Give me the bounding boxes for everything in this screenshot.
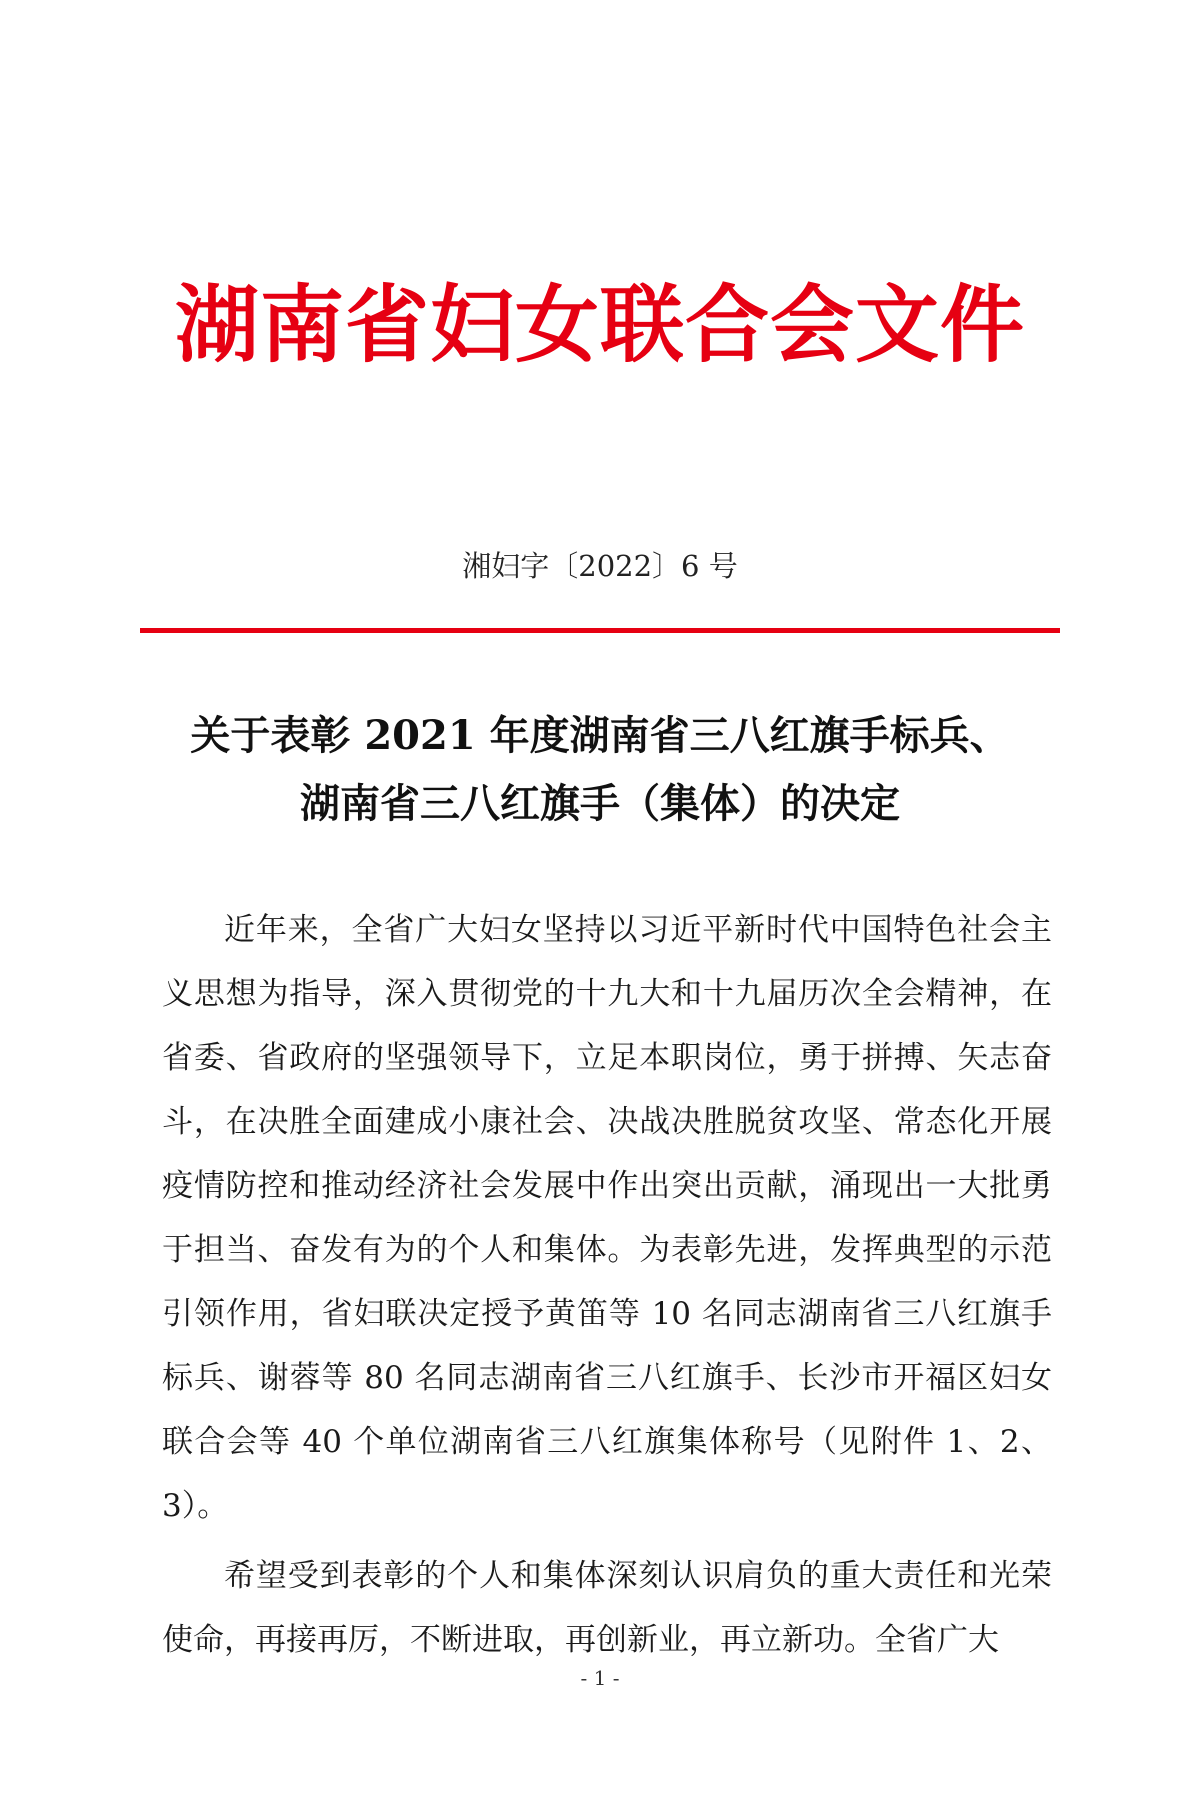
title-line-2: 湖南省三八红旗手（集体）的决定 (300, 780, 900, 827)
document-title (0, 702, 1200, 838)
masthead-title: 湖南省妇女联合会文件 (174, 275, 1025, 374)
page-number: - 1 - (580, 1666, 620, 1690)
document-number: 湘妇字〔2022〕6 号 (462, 549, 738, 583)
document-body (162, 898, 1052, 1678)
red-divider-line (140, 628, 1060, 633)
title-line-1: 关于表彰 2021 年度湖南省三八红旗手标兵、 (190, 712, 1010, 759)
body-paragraph-2: 希望受到表彰的个人和集体深刻认识肩负的重大责任和光荣使命，再接再厉，不断进取，再创新业，再立新功。全省广大 (162, 1558, 1052, 1658)
body-paragraph-1: 近年来，全省广大妇女坚持以习近平新时代中国特色社会主义思想为指导，深入贯彻党的十九大和十九届历次全会精神，在省委、省政府的坚强领导下，立足本职岗位，勇于拼搏、矢志奋斗，在决胜全面建成小康社会、决战决胜脱贫攻坚、常态化开展疫情防控和推动经济社会发展中作出突出贡献，涌现出一大批勇于担当、奋发有为的个人和集体。为表彰先进，发挥典型的示范引领作用，省妇联决定授予黄笛等 10 名同志湖南省三八红旗手标兵、谢蓉等 80 名同志湖南省三八红旗手、长沙市开福区妇女联合会等 40 个单位湖南省三八红旗集体称号（见附件 1、2、3）。 (162, 912, 1052, 1524)
